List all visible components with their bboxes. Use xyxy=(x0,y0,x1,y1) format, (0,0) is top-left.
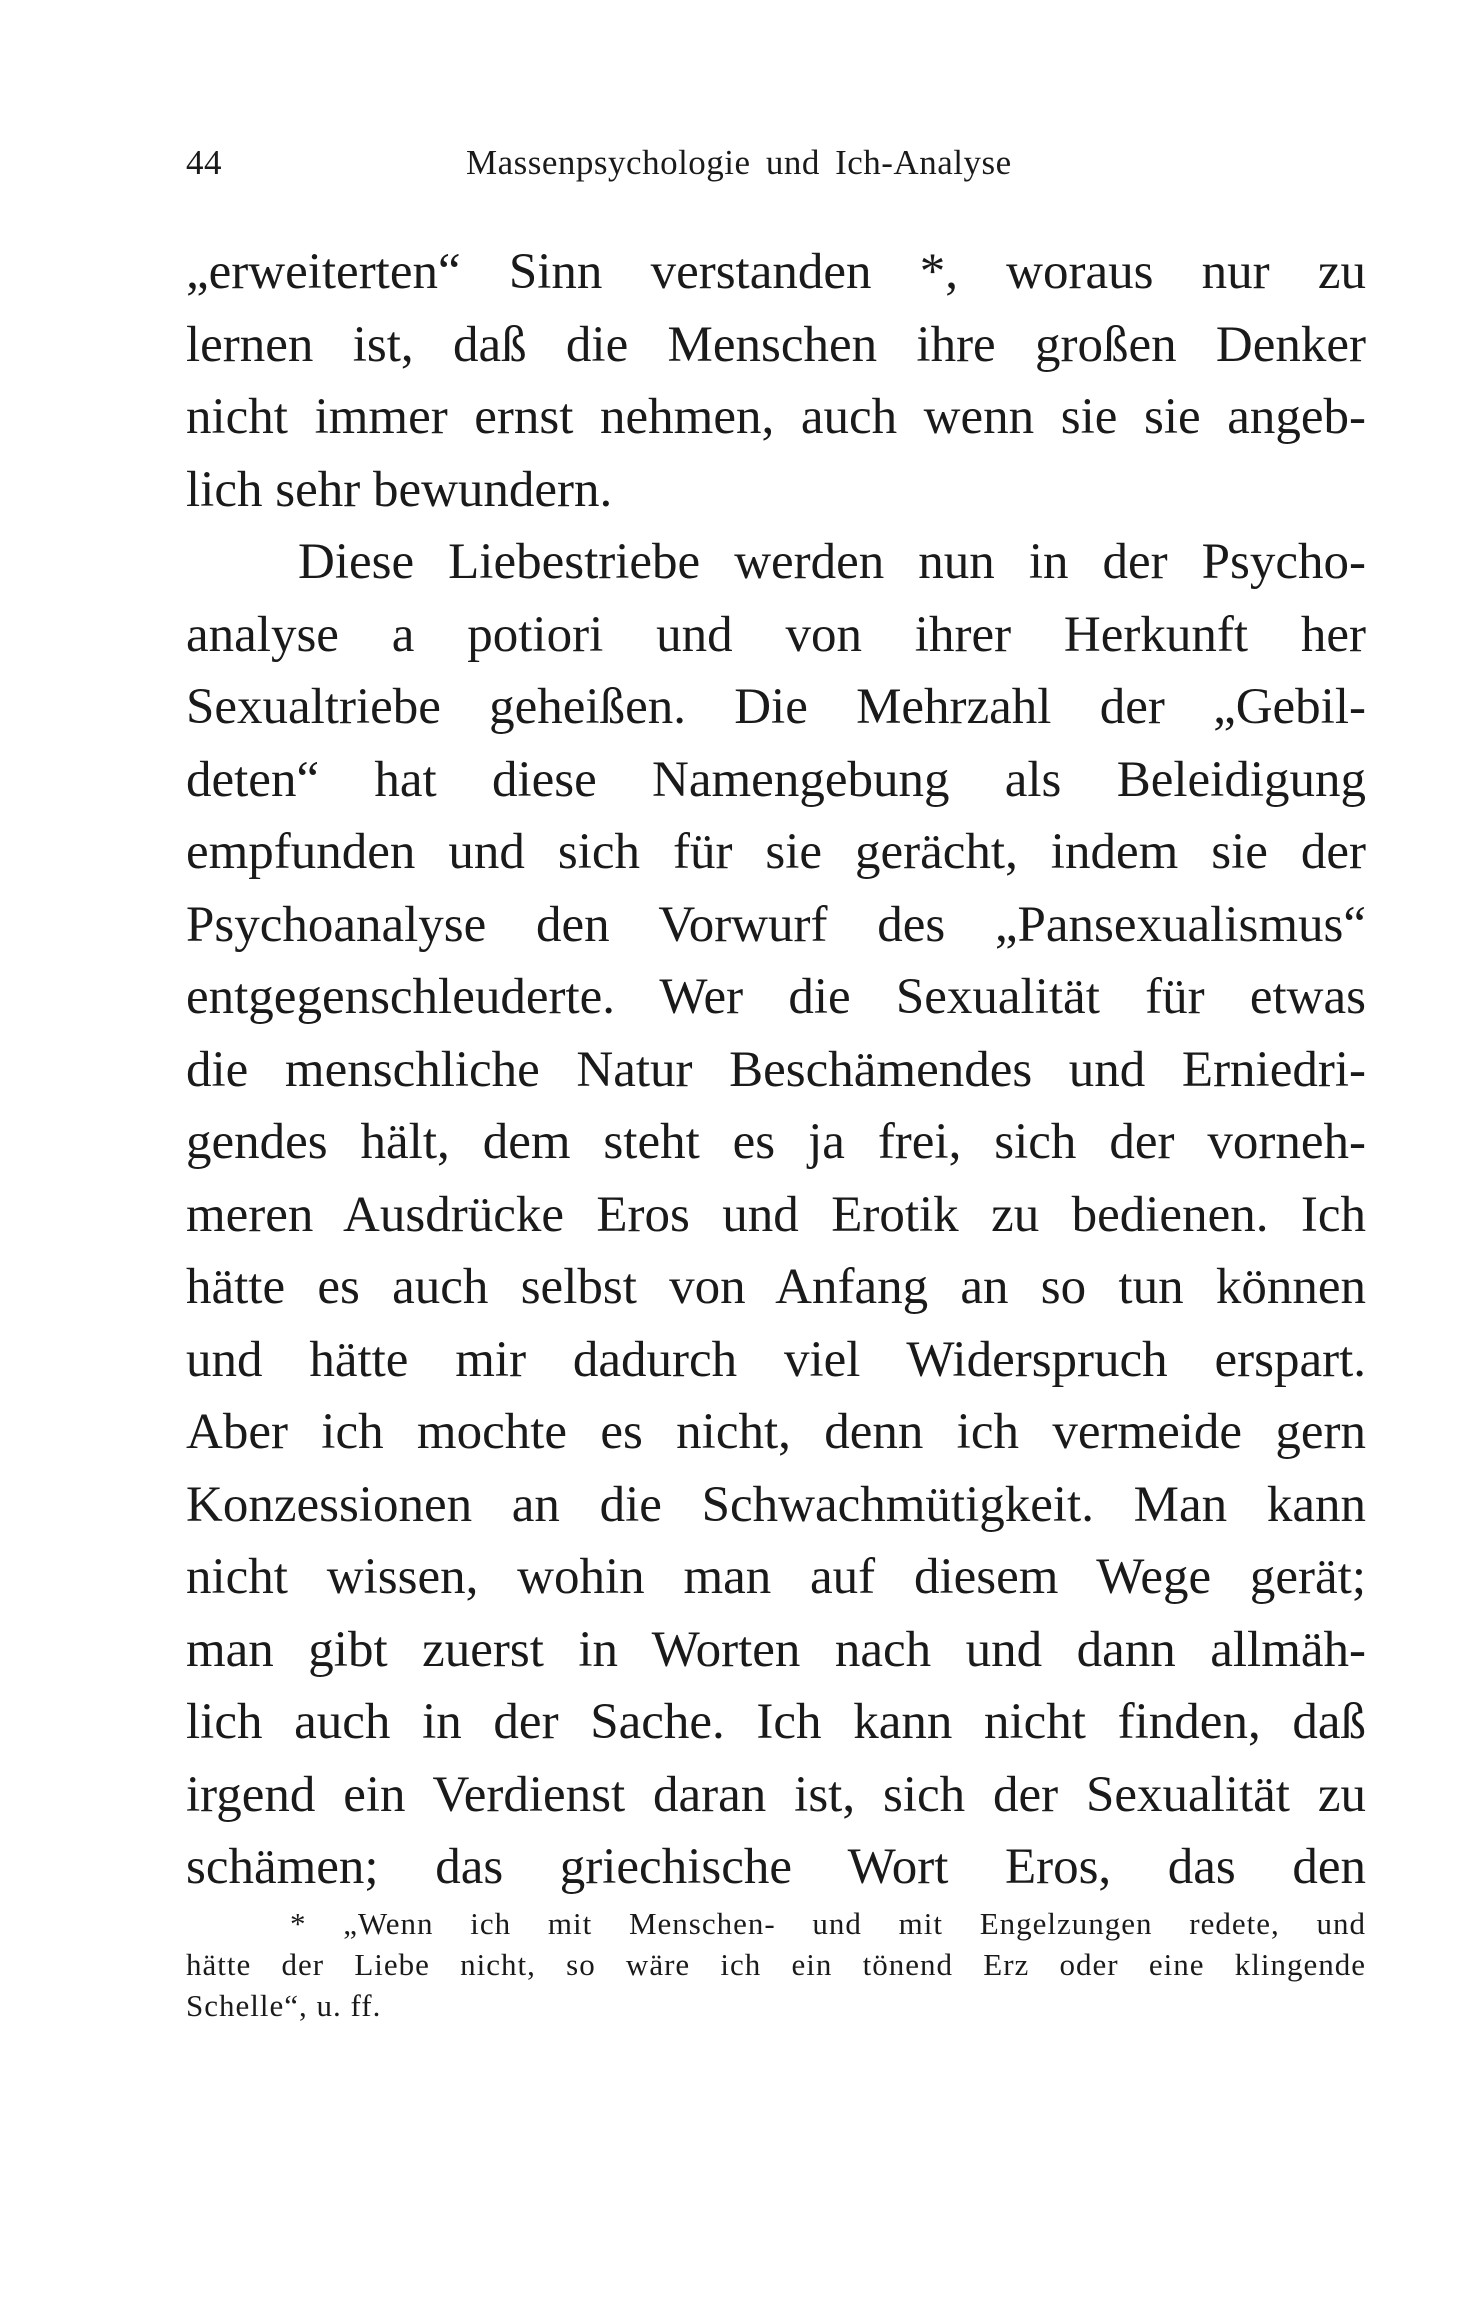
running-header xyxy=(186,138,1366,188)
text-line: meren Ausdrücke Eros und Erotik zu bedienen. Ich xyxy=(186,1186,1366,1243)
text-line: empfunden und sich für sie gerächt, indem sie der xyxy=(186,824,1366,880)
text-line: deten“ hat diese Namengebung als Beleidigung xyxy=(186,751,1366,808)
footnote-line: Schelle“, u. ff. xyxy=(186,1988,382,2023)
running-title: Massenpsychologie und Ich-Analyse xyxy=(466,143,1012,182)
main-text xyxy=(186,236,1366,1904)
text-line: lich auch in der Sache. Ich kann nicht finden, daß xyxy=(186,1694,1366,1750)
text-line: Psychoanalyse den Vorwurf des „Pansexualismus“ xyxy=(186,896,1366,953)
text-line: Sexualtriebe geheißen. Die Mehrzahl der „Gebil- xyxy=(186,679,1366,735)
footnote-line: hätte der Liebe nicht, so wäre ich ein tönend Erz oder eine klingende xyxy=(186,1947,1366,1982)
text-line: irgend ein Verdienst daran ist, sich der Sexualität zu xyxy=(186,1766,1366,1823)
text-line: lernen ist, daß die Menschen ihre großen Denker xyxy=(186,316,1366,373)
text-line: „erweiterten“ Sinn verstanden *, woraus nur zu xyxy=(186,244,1366,300)
footnote-line: * „Wenn ich mit Menschen- und mit Engelzungen redete, und xyxy=(290,1906,1366,1941)
text-line: entgegenschleuderte. Wer die Sexualität für etwas xyxy=(186,969,1366,1025)
text-line: nicht immer ernst nehmen, auch wenn sie sie angeb- xyxy=(186,389,1366,445)
text-line: lich sehr bewundern. xyxy=(186,461,613,518)
text-line: schämen; das griechische Wort Eros, das den xyxy=(186,1839,1366,1895)
text-line: nicht wissen, wohin man auf diesem Wege gerät; xyxy=(186,1549,1366,1605)
footnote xyxy=(186,1903,1366,2026)
text-line: analyse a potiori und von ihrer Herkunft her xyxy=(186,606,1366,663)
text-line: hätte es auch selbst von Anfang an so tun können xyxy=(186,1259,1366,1315)
text-line: gendes hält, dem steht es ja frei, sich der vorneh- xyxy=(186,1114,1366,1170)
text-line: die menschliche Natur Beschämendes und Erniedri- xyxy=(186,1041,1366,1098)
page-number: 44 xyxy=(186,143,222,182)
text-line: Konzessionen an die Schwachmütigkeit. Man kann xyxy=(186,1476,1366,1533)
text-line: Aber ich mochte es nicht, denn ich vermeide gern xyxy=(186,1404,1366,1460)
text-line: und hätte mir dadurch viel Widerspruch erspart. xyxy=(186,1331,1366,1388)
text-line: man gibt zuerst in Worten nach und dann allmäh- xyxy=(186,1621,1366,1678)
text-line: Diese Liebestriebe werden nun in der Psycho- xyxy=(298,534,1366,590)
